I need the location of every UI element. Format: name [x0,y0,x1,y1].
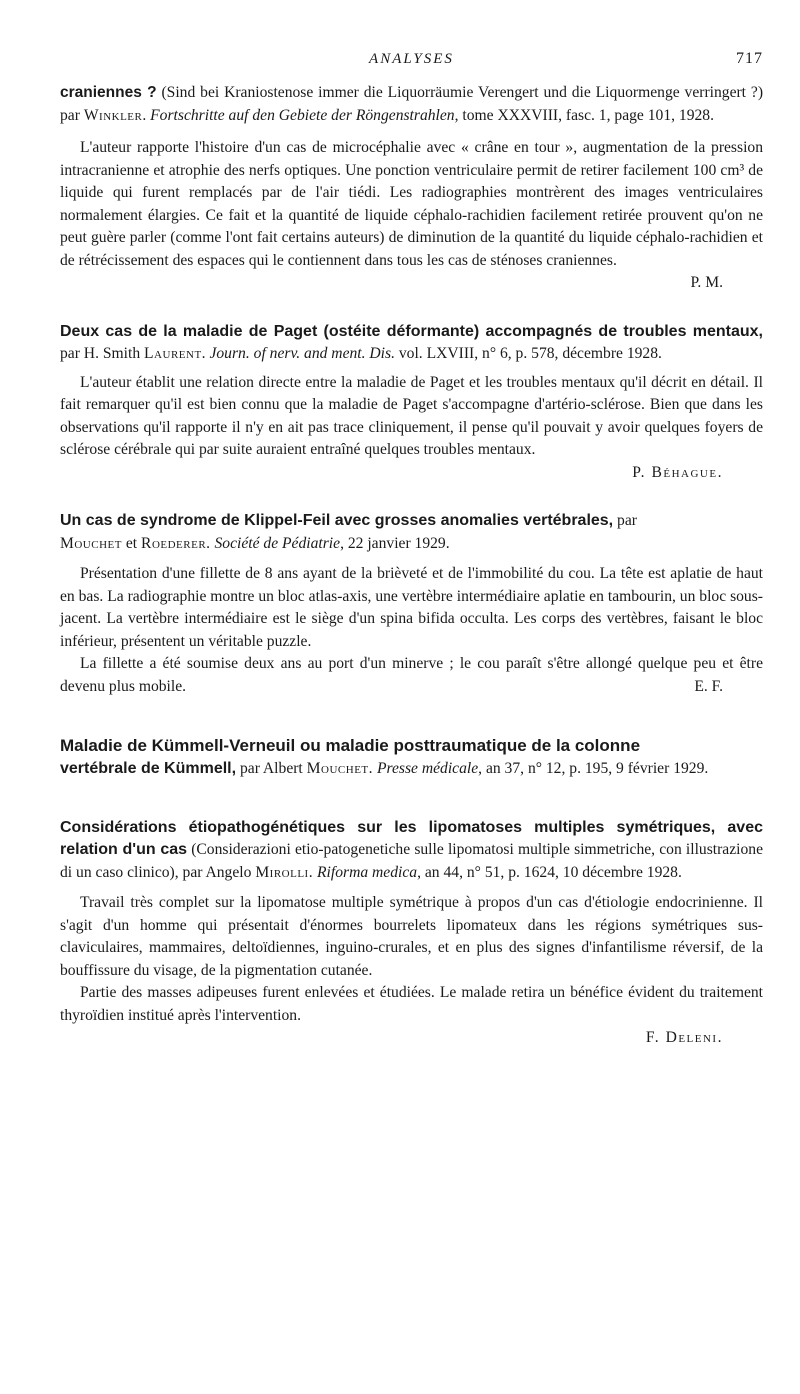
citation-by: par H. Smith [60,345,145,362]
article-body: L'auteur établit une relation directe entre la maladie de Paget et les troubles mentaux qu'il décrit en détail. Il fait remarquer qu'il est bien connu que la maladie de Paget s'accompagne d'artério-sclérose. Bien que dans les observations qu'il rapporte il n'y en ait pas trace cliniquement, il pense qu'il pouvait y avoir quelques foyers de sclérose cérébrale qui par suite auraient entraîné quelques troubles mentaux. [60,373,763,458]
journal-name: Fortschritte auf den Gebiete der Röngenstrahlen [150,106,455,124]
citation-details: , tome XXXVIII, fasc. 1, page 101, 1928. [454,106,715,124]
author-name-2: Roederer. [141,534,211,552]
article-heading [60,735,763,781]
author-name: Winkler [83,106,143,124]
journal-name: Presse médicale [376,760,479,777]
author-name: Laurent [144,345,202,362]
author-name: Mouchet [60,534,122,552]
running-header-title: ANALYSES [369,51,454,67]
citation-and: et [121,534,142,552]
article-title: Maladie de Kümmell-Verneuil ou maladie posttraumatique de la colonne [60,735,641,755]
citation-by: par [613,512,637,529]
article-title-cont: vertébrale de Kümmell, [60,760,237,777]
article-body: Travail très complet sur la lipomatose multiple symétrique à propos d'un cas d'étiologie endocrinienne. Il s'agit d'un homme qui présentait d'énormes bourrelets lipomateux dans les régions symétriques sus-claviculaires, mammaires, deltoïdiennes, inguino-crurales, et en plus des signes d'infantilisme réversif, de la bouffissure du visage, de la pigmentation cutanée. [60,894,763,979]
article-signature: P. M. [690,274,723,291]
article-citation: craniennes ? (Sind bei Kraniostenose immer die Liquorräumie Verengert und die Liquormenge verringert ?) par Winkler. Fortschritte auf den Gebiete der Röngenstrahlen, tome XXXVIII, fasc. 1, page 101, 1928. [60,84,764,124]
article-signature: F. Deleni. [645,1029,723,1046]
article-body: Présentation d'une fillette de 8 ans ayant de la brièveté et de l'immobilité du cou. La tête est aplatie de haut en bas. La radiographie montre un bloc atlas-axis, une vertèbre intermédiaire aplatie en tambourin, un bloc sous-jacent. La vertèbre intermédiaire est le siège d'un spina bifida occulta. Les corps des vertèbres, faisant le bloc inférieur, présentent un véritable puzzle. [60,565,763,650]
article-title-tail: craniennes ? [60,84,157,101]
author-name: Mirolli. [255,863,314,881]
article-heading: Deux cas de la maladie de Paget (ostéite déformante) accompagnés de troubles mentaux, par H. Smith Laurent. Journ. of nerv. and ment. Dis. vol. LXVIII, n° 6, p. 578, décembre 1928. [60,322,763,362]
journal-name: Société de Pédiatrie [214,534,341,552]
article-kummell [60,735,763,781]
author-name: Mouchet. [306,760,374,777]
article-heading [60,817,763,885]
article-title: Deux cas de la maladie de Paget (ostéite déformante) accompagnés de troubles mentaux, [60,322,763,340]
article-body-2: Partie des masses adipeuses furent enlevées et étudiées. Le malade retira un bénéfice évident du traitement thyroïdien institué après l'intervention. [60,984,763,1024]
article-signature: E. F. [694,678,723,695]
citation-text: (Sind bei Kraniostenose immer die Liquorräumie Verengert und die Liquormenge verringert ?) par [60,84,764,124]
journal-name: Riforma medica [317,863,418,881]
page-number: 717 [736,50,763,67]
article-signature: P. Béhague. [632,463,723,481]
article-title: Un cas de syndrome de Klippel-Feil avec grosses anomalies vertébrales, [60,512,614,529]
article-kraniostenose [60,82,763,295]
citation-details: , an 44, n° 51, p. 1624, 10 décembre 1928. [417,863,682,881]
article-paget [60,321,763,485]
article-body-2: La fillette a été soumise deux ans au port d'un minerve ; le cou paraît s'être allongé quelque peu et être devenu plus mobile. [60,655,763,695]
page [60,38,763,1050]
article-heading [60,510,763,555]
citation-details: , 22 janvier 1929. [340,534,450,552]
journal-name: Journ. of nerv. and ment. Dis. [209,345,395,362]
article-title: Considérations étiopathogénétiques sur les lipomatoses multiples symétriques, avec relation d'un cas [60,818,763,858]
citation-details: , an 37, n° 12, p. 195, 9 février 1929. [478,760,709,777]
citation-by: par Albert [236,760,307,777]
article-body: L'auteur rapporte l'histoire d'un cas de microcéphalie avec « crâne en tour », augmentation de la pression intracranienne et atrophie des nerfs optiques. Une ponction ventriculaire permit de retirer facilement 100 cm³ de liquide qui furent remplacés par de l'air tiédi. Les radiographies montrèrent des images ventriculaires normalement élargies. Ce fait et la quantité de liquide céphalo-rachidien facilement retirée prouvent qu'on ne peut guère parler (comme l'ont fait certains auteurs) de diminution de la quantité du liquide céphalo-rachidien et de rétrécissement des espaces qui le contiennent dans tous les cas de sténoses craniennes. [60,139,763,269]
article-klippel-feil [60,510,763,699]
running-header [60,38,763,68]
article-lipomatoses [60,817,763,1050]
citation-italian-title: (Considerazioni etio-patogenetiche sulle lipomatosi multiple simmetriche, con illustrazione di un caso clinico), par Angelo [60,841,763,881]
citation-details: vol. LXVIII, n° 6, p. 578, décembre 1928. [394,345,662,362]
